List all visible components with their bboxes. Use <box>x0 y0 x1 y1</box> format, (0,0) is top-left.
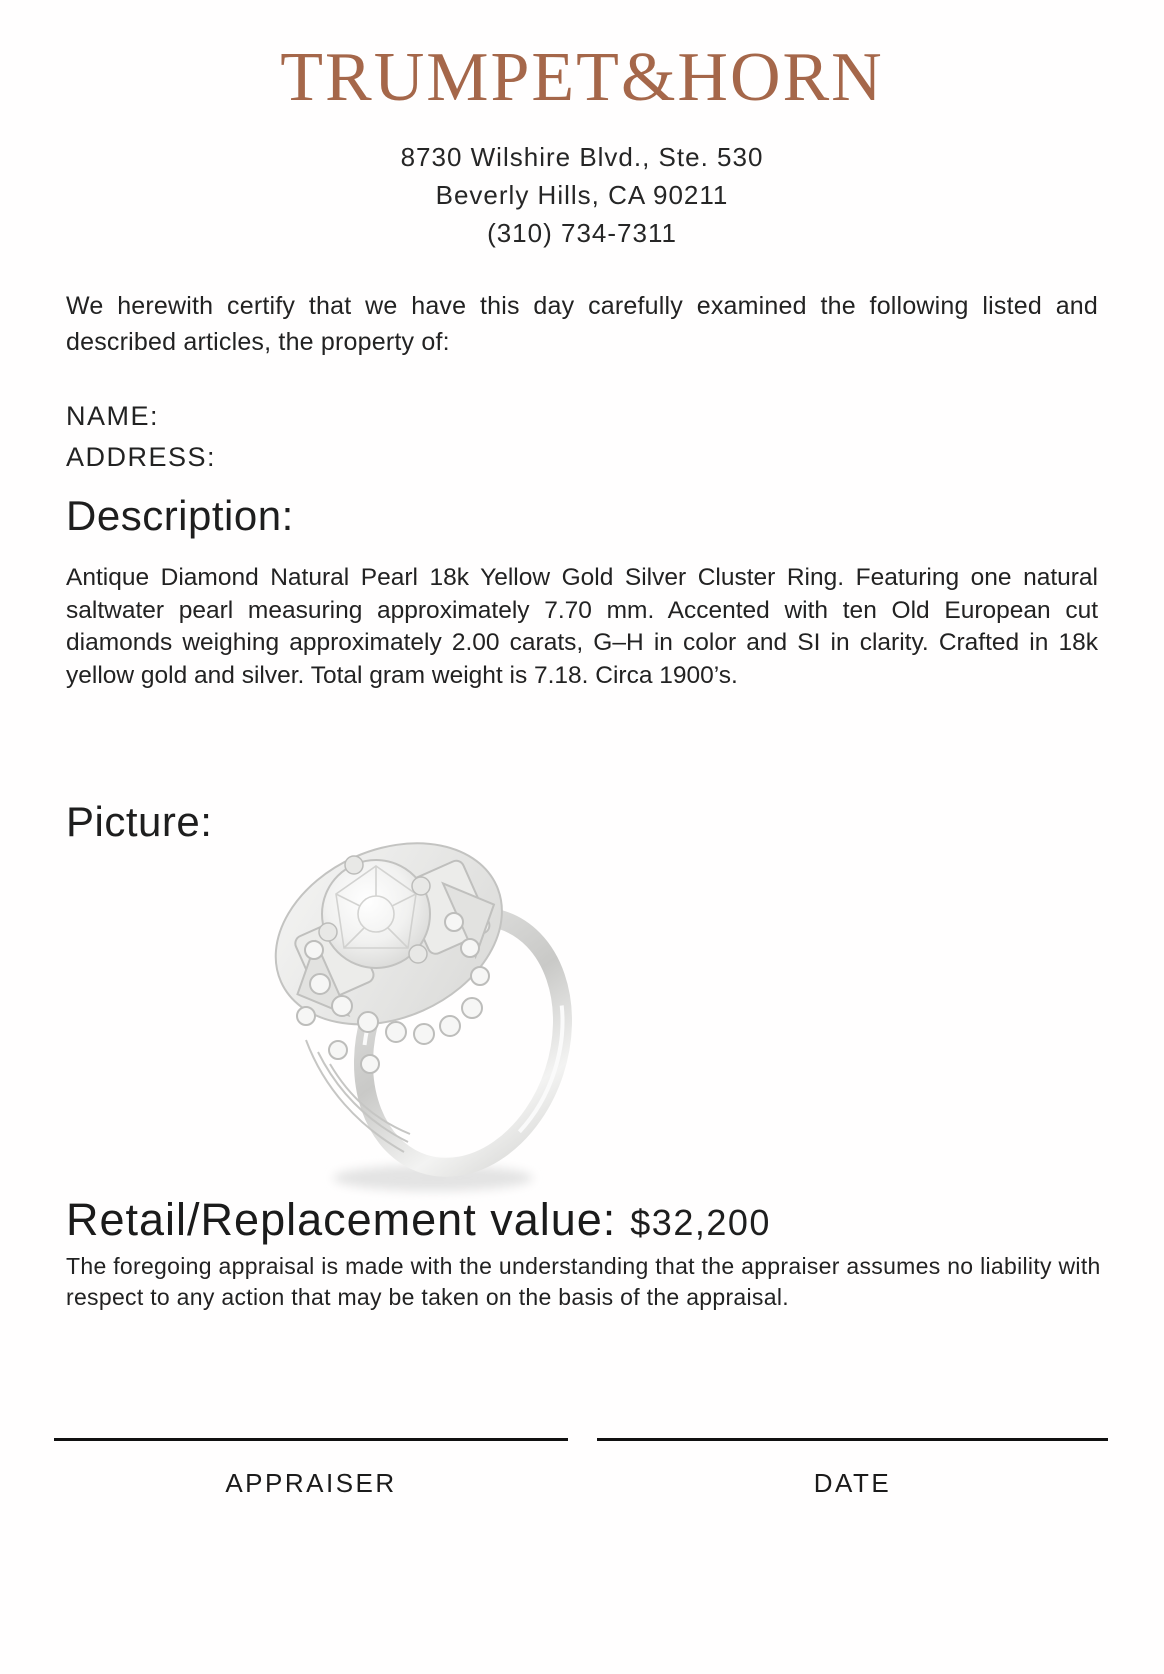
certification-statement: We herewith certify that we have this day carefully examined the following listed and described articles, the property of: <box>66 292 1098 356</box>
brand-phone: (310) 734-7311 <box>487 218 677 248</box>
owner-fields <box>66 396 216 478</box>
description-heading: Description: <box>66 492 294 539</box>
appraiser-label: APPRAISER <box>225 1468 397 1498</box>
brand-address-line2: Beverly Hills, CA 90211 <box>435 180 729 210</box>
ring-photo-illustration <box>258 802 603 1202</box>
retail-value-heading: Retail/Replacement value: <box>66 1194 617 1245</box>
brand-address-line1: 8730 Wilshire Blvd., Ste. 530 <box>400 142 764 172</box>
ring-photo <box>258 802 603 1202</box>
description-text: Antique Diamond Natural Pearl 18k Yellow Gold Silver Cluster Ring. Featuring one natural saltwater pearl measuring approximately 7.70 mm. Accented with ten Old European cut diamonds weighing approximately 2.00 carats, G–H in color and SI in clarity. Crafted in 18k yellow gold and silver. Total gram weight is 7.18. Circa 1900’s. <box>66 564 1098 689</box>
brand-logo: TRUMPET&HORN <box>280 39 884 116</box>
date-label: DATE <box>813 1468 892 1498</box>
brand-address-block <box>0 138 1164 252</box>
picture-heading: Picture: <box>66 798 213 845</box>
date-signature-line <box>597 1438 1108 1441</box>
valuation-line <box>66 1194 1098 1246</box>
valuation-disclaimer: The foregoing appraisal is made with the understanding that the appraiser assumes no liability with respect to any action that may be taken on the basis of the appraisal. <box>66 1253 1101 1310</box>
owner-name-label: NAME: <box>66 401 160 431</box>
retail-value-amount: $32,200 <box>630 1202 771 1243</box>
appraiser-signature-line <box>54 1438 568 1441</box>
owner-address-label: ADDRESS: <box>66 442 217 472</box>
